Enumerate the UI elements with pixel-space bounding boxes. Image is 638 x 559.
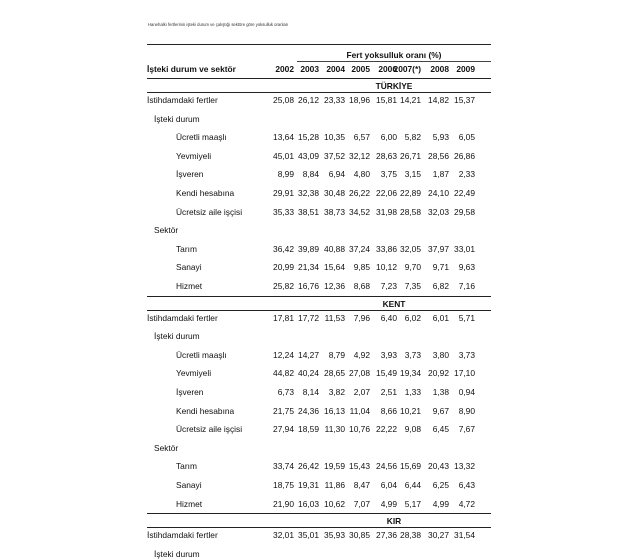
row-value: 32,12 [349,150,370,161]
row-value: 15,37 [454,95,475,105]
row-label: İşteki durum [154,113,200,124]
row-label: Hizmet [176,281,203,291]
header-year: 2009 [456,64,475,74]
row-value: 22,49 [454,188,475,198]
row-value: 3,93 [380,349,397,360]
row-value: 29,91 [273,188,294,198]
row-value: 16,13 [324,405,345,416]
row-value: 2,51 [380,387,397,397]
table-row [147,313,491,323]
row-value: 16,03 [298,498,319,509]
table-row [147,406,491,416]
row-value: 10,21 [400,405,421,416]
row-value: 15,49 [376,368,397,379]
row-label: İşteki durum [154,548,200,559]
row-value: 26,12 [298,95,319,105]
row-value: 35,33 [273,206,294,217]
row-value: 1,33 [404,387,421,397]
row-value: 8,84 [302,169,319,180]
row-value: 35,01 [298,530,319,541]
row-value: 33,86 [376,243,397,254]
row-value: 15,28 [298,132,319,143]
row-label: Sanayi [176,262,202,273]
row-value: 9,71 [432,262,449,273]
row-value: 13,32 [454,461,475,472]
row-value: 26,71 [400,150,421,161]
row-value: 27,08 [349,368,370,379]
row-value: 9,08 [404,424,421,435]
row-value: 3,82 [328,387,345,397]
row-value: 17,81 [273,312,294,323]
row-value: 22,22 [376,424,397,435]
row-value: 30,85 [349,530,370,541]
row-value: 7,07 [353,498,370,509]
row-value: 0,94 [458,387,475,397]
row-value: 5,93 [432,132,449,143]
row-label: Ücretsiz aile işçisi [176,206,243,217]
row-value: 7,96 [353,312,370,323]
row-label: Ücretli maaşlı [176,349,227,360]
row-value: 25,82 [273,281,294,291]
row-value: 44,82 [273,368,294,379]
row-value: 8,99 [277,169,294,180]
table-row [147,480,491,490]
row-label: Sektör [154,225,179,236]
row-value: 36,42 [273,243,294,254]
row-value: 6,57 [353,132,370,143]
row-value: 20,99 [273,262,294,273]
row-value: 18,75 [273,480,294,490]
row-label: Tarım [176,461,197,472]
row-label: İstihdamdaki fertler [147,95,218,105]
row-label: İşveren [176,387,204,397]
row-value: 6,05 [458,132,475,143]
row-value: 6,45 [432,424,449,435]
row-value: 30,48 [324,188,345,198]
row-value: 28,65 [324,368,345,379]
row-value: 22,89 [400,188,421,198]
row-value: 31,98 [376,206,397,217]
section-rule [147,92,491,93]
table-row [147,530,491,540]
table-row [147,151,491,161]
header-rule [147,78,491,79]
table-row [147,95,491,105]
row-value: 8,66 [380,405,397,416]
row-value: 15,43 [349,461,370,472]
row-value: 37,52 [324,150,345,161]
table-row [147,499,491,509]
table-row [147,281,491,291]
row-value: 34,52 [349,206,370,217]
section-end-rule [147,296,491,297]
row-value: 11,30 [324,424,345,435]
row-value: 12,24 [273,349,294,360]
row-value: 1,38 [432,387,449,397]
row-value: 1,87 [432,169,449,180]
row-value: 37,97 [428,243,449,254]
row-value: 8,79 [328,349,345,360]
row-label: Tarım [176,243,197,254]
row-value: 28,63 [376,150,397,161]
row-value: 24,36 [298,405,319,416]
row-value: 4,80 [353,169,370,180]
row-value: 9,67 [432,405,449,416]
table-row [147,350,491,360]
row-value: 6,00 [380,132,397,143]
row-value: 11,04 [349,405,370,416]
row-value: 29,58 [454,206,475,217]
row-value: 30,27 [428,530,449,541]
row-value: 8,90 [458,405,475,416]
row-value: 10,76 [349,424,370,435]
row-value: 32,38 [298,188,319,198]
row-value: 22,06 [376,188,397,198]
row-value: 20,92 [428,368,449,379]
row-value: 21,90 [273,498,294,509]
row-value: 32,05 [400,243,421,254]
header-year: 2002 [275,64,294,74]
row-value: 19,34 [400,368,421,379]
row-value: 2,33 [458,169,475,180]
row-value: 25,08 [273,95,294,105]
row-value: 15,64 [324,262,345,273]
row-value: 16,76 [298,281,319,291]
row-label: İşveren [176,169,204,180]
table-row [147,461,491,471]
row-value: 17,72 [298,312,319,323]
row-value: 18,59 [298,424,319,435]
row-value: 6,44 [404,480,421,490]
table-row [147,207,491,217]
row-label: Ücretli maaşlı [176,132,227,143]
table-row [147,188,491,198]
row-value: 38,73 [324,206,345,217]
row-value: 8,14 [302,387,319,397]
row-value: 10,62 [324,498,345,509]
row-value: 13,64 [273,132,294,143]
top-rule [147,44,491,45]
row-label: Kendi hesabına [176,188,235,198]
row-value: 11,86 [324,480,345,490]
table-row [147,114,491,124]
row-value: 8,68 [353,281,370,291]
row-value: 37,24 [349,243,370,254]
row-value: 6,25 [432,480,449,490]
row-value: 27,94 [273,424,294,435]
row-value: 6,82 [432,281,449,291]
row-value: 4,72 [458,498,475,509]
row-value: 15,81 [376,95,397,105]
row-value: 4,99 [380,498,397,509]
row-value: 5,71 [458,312,475,323]
row-value: 26,86 [454,150,475,161]
row-value: 7,67 [458,424,475,435]
row-value: 7,35 [404,281,421,291]
row-value: 26,22 [349,188,370,198]
row-value: 5,17 [404,498,421,509]
header-label: İşteki durum ve sektör [147,64,236,74]
row-value: 40,88 [324,243,345,254]
row-value: 40,24 [298,368,319,379]
section-title: KIR [386,516,402,527]
row-label: Yevmiyeli [176,368,212,379]
row-value: 21,34 [298,262,319,273]
table-row [147,169,491,179]
row-value: 24,10 [428,188,449,198]
row-value: 6,43 [458,480,475,490]
row-value: 6,94 [328,169,345,180]
header-title: Fert yoksulluk oranı (%) [346,50,442,60]
row-value: 7,16 [458,281,475,291]
row-value: 6,02 [404,312,421,323]
row-label: Hizmet [176,498,203,509]
row-value: 45,01 [273,150,294,161]
row-value: 14,21 [400,95,421,105]
table-caption: Hanehalkı fertlerinin işteki durum ve çalıştığı sektöre göre yoksulluk oranları [148,22,289,27]
header-year: 2007(*) [393,64,421,74]
row-value: 5,82 [404,132,421,143]
table-row [147,368,491,378]
row-value: 9,63 [458,262,475,273]
row-value: 18,96 [349,95,370,105]
row-value: 35,93 [324,530,345,541]
row-value: 3,73 [458,349,475,360]
row-label: Sanayi [176,480,202,490]
row-value: 31,54 [454,530,475,541]
row-value: 26,42 [298,461,319,472]
row-value: 27,36 [376,530,397,541]
row-label: İstihdamdaki fertler [147,312,218,323]
row-value: 20,43 [428,461,449,472]
header-year: 2003 [300,64,319,74]
section-rule [147,310,491,311]
row-label: Yevmiyeli [176,150,212,161]
header-year: 2004 [326,64,345,74]
table-row [147,387,491,397]
row-value: 9,85 [353,262,370,273]
table-row [147,443,491,453]
row-value: 14,82 [428,95,449,105]
header-year: 2005 [351,64,370,74]
row-value: 17,10 [454,368,475,379]
row-label: Sektör [154,442,179,453]
row-value: 10,12 [376,262,397,273]
row-value: 43,09 [298,150,319,161]
row-value: 6,40 [380,312,397,323]
row-value: 38,51 [298,206,319,217]
row-value: 28,58 [400,206,421,217]
row-value: 12,36 [324,281,345,291]
row-label: Ücretsiz aile işçisi [176,424,243,435]
row-value: 4,92 [353,349,370,360]
row-value: 15,69 [400,461,421,472]
header-year: 2006 [378,64,397,74]
row-value: 28,56 [428,150,449,161]
row-value: 3,73 [404,349,421,360]
row-value: 28,38 [400,530,421,541]
row-value: 8,47 [353,480,370,490]
row-value: 3,80 [432,349,449,360]
table-row [147,262,491,272]
row-value: 21,75 [273,405,294,416]
row-value: 3,75 [380,169,397,180]
row-value: 10,35 [324,132,345,143]
row-value: 24,56 [376,461,397,472]
row-value: 32,03 [428,206,449,217]
row-value: 11,53 [324,312,345,323]
table-row [147,244,491,254]
row-value: 19,59 [324,461,345,472]
row-value: 19,31 [298,480,319,490]
row-label: İşteki durum [154,331,200,342]
row-value: 33,01 [454,243,475,254]
section-title: KENT [382,298,406,309]
row-value: 9,70 [404,262,421,273]
table-row [147,424,491,434]
row-value: 33,74 [273,461,294,472]
header-subrule [297,61,491,62]
row-value: 39,89 [298,243,319,254]
row-label: İstihdamdaki fertler [147,530,218,541]
table-row [147,549,491,559]
row-label: Kendi hesabına [176,405,235,416]
row-value: 6,01 [432,312,449,323]
row-value: 4,99 [432,498,449,509]
row-value: 7,23 [380,281,397,291]
row-value: 3,15 [404,169,421,180]
row-value: 2,07 [353,387,370,397]
section-title: TÜRKİYE [375,81,413,91]
table-row [147,132,491,142]
table-row [147,225,491,235]
section-end-rule [147,513,491,514]
header-year: 2008 [430,64,449,74]
row-value: 14,27 [298,349,319,360]
row-value: 6,04 [380,480,397,490]
table-row [147,331,491,341]
row-value: 32,01 [273,530,294,541]
row-value: 6,73 [277,387,294,397]
section-rule [147,527,491,528]
row-value: 23,33 [324,95,345,105]
